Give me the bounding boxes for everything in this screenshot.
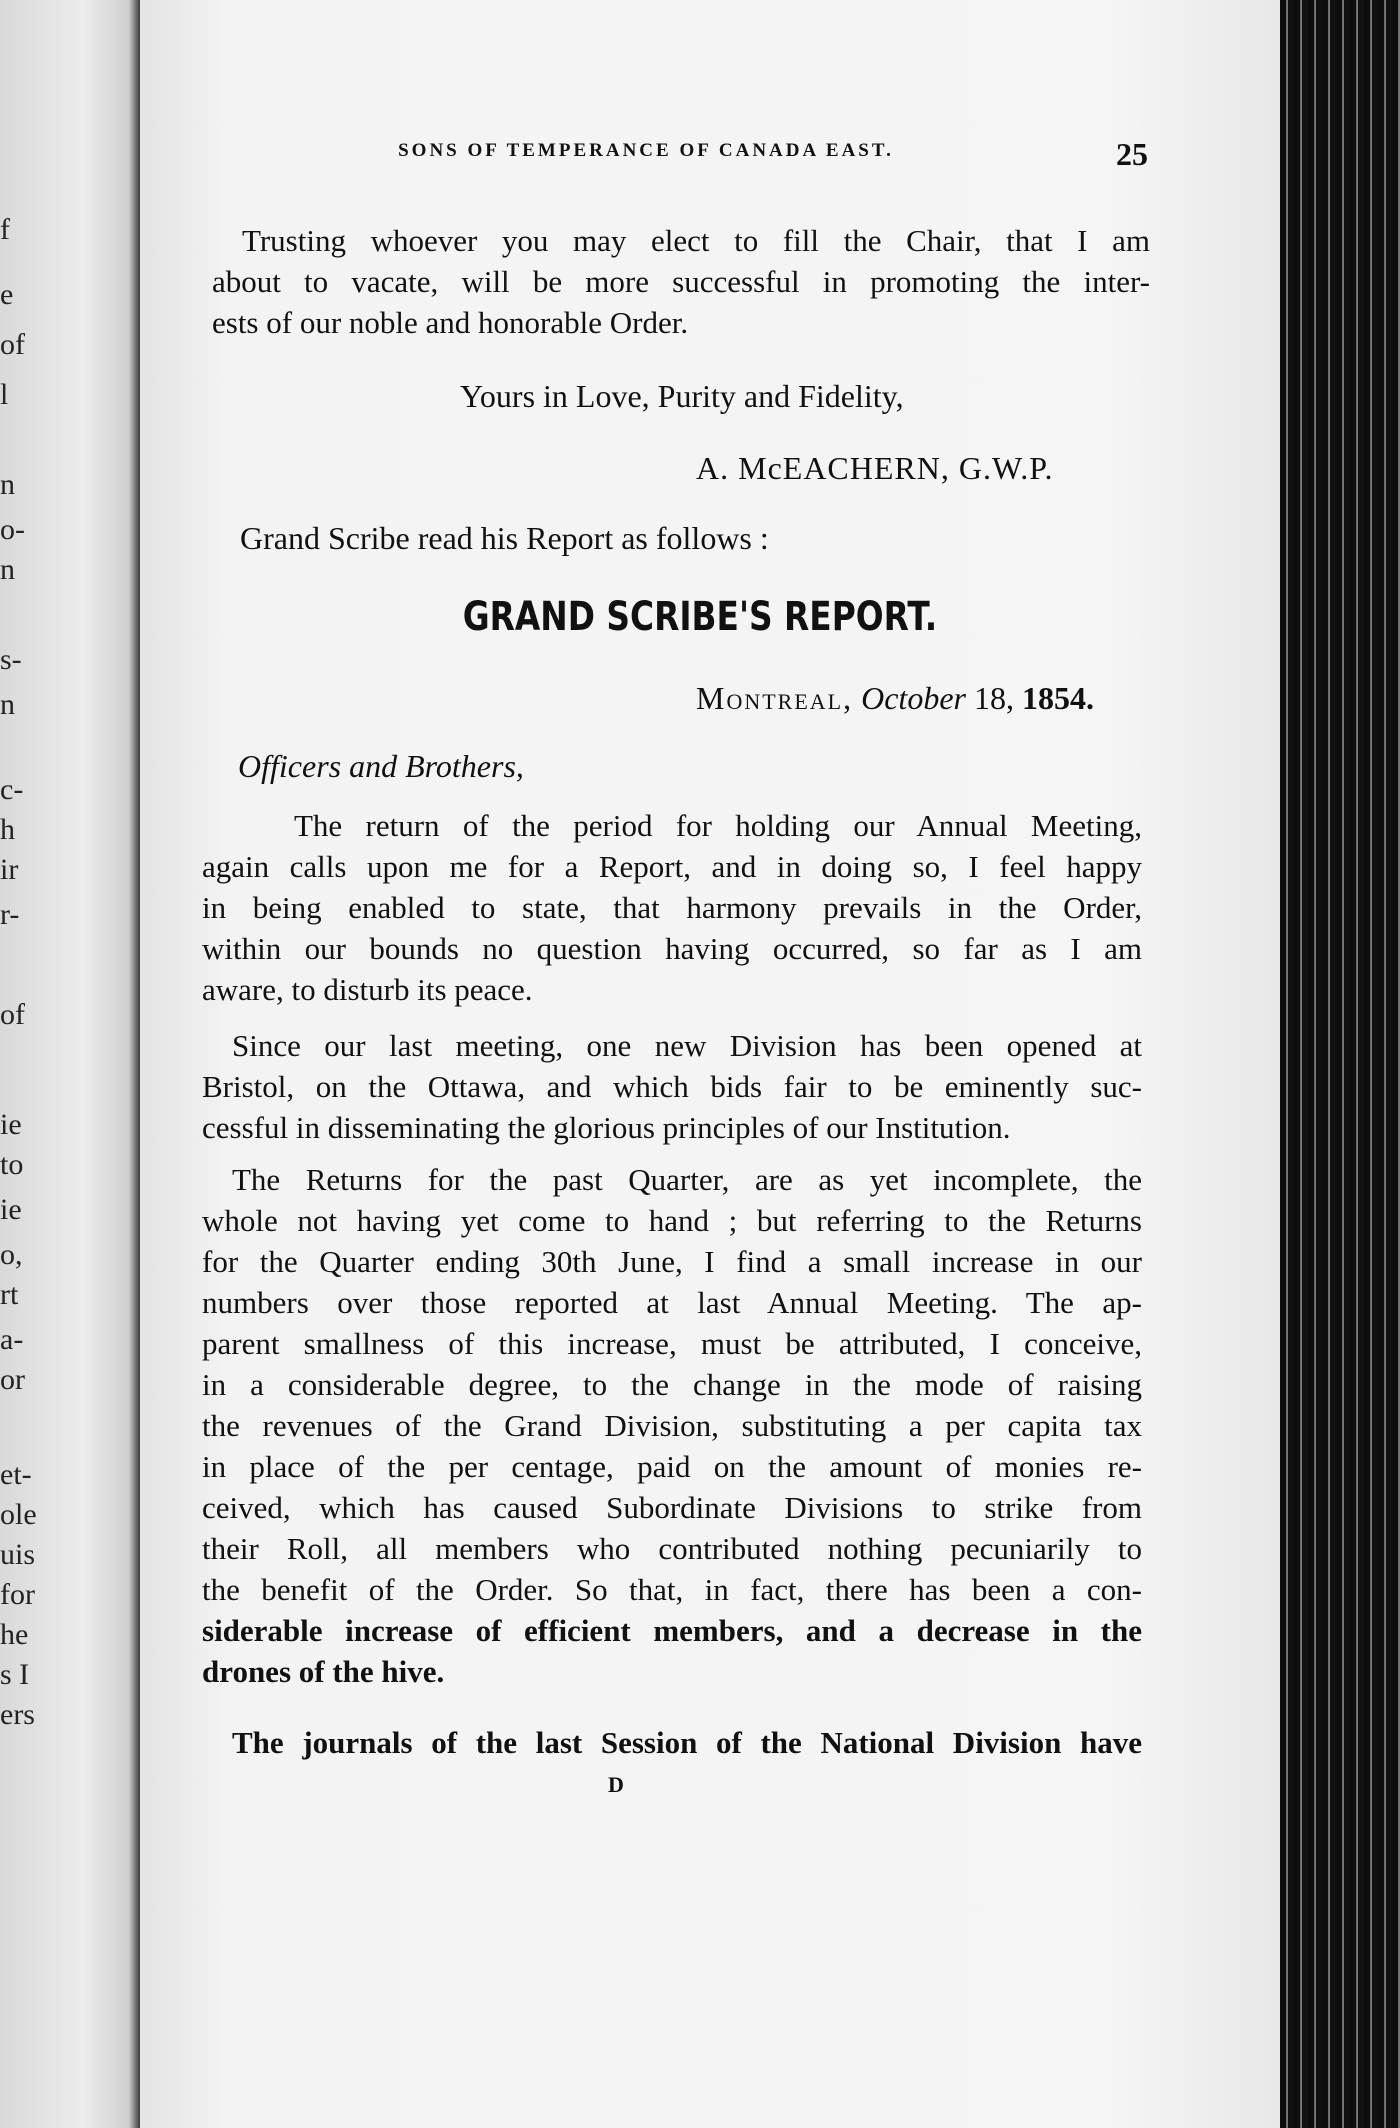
facing-page-fragment: he (0, 1618, 29, 1651)
text-line: their Roll, all members who contributed nothing pecuniarily to (202, 1531, 1142, 1566)
facing-page-fragment: of (0, 328, 25, 361)
text-line: aware, to disturb its peace. (202, 972, 533, 1007)
facing-page-fragment: a- (0, 1323, 24, 1356)
facing-page-fragment: ers (0, 1698, 35, 1731)
dateline-year: 1854. (1021, 680, 1094, 716)
text-line: drones of the hive. (202, 1654, 445, 1689)
facing-page-fragment: n (0, 468, 15, 501)
facing-page-fragment: c- (0, 773, 24, 806)
dateline-month: October (861, 680, 966, 716)
text-line: The Returns for the past Quarter, are as yet incomplete, the (232, 1162, 1142, 1197)
facing-page-fragment: e (0, 278, 14, 311)
text-line: parent smallness of this increase, must be attributed, I conceive, (202, 1326, 1142, 1361)
facing-page-fragment: ie (0, 1193, 22, 1226)
text-line: ests of our noble and honorable Order. (212, 305, 689, 340)
facing-page-fragment: of (0, 998, 25, 1031)
dateline-day: 18, (973, 680, 1014, 716)
facing-page-edge (0, 0, 140, 2128)
salutation: Officers and Brothers, (238, 748, 524, 784)
report-heading: GRAND SCRIBE'S REPORT. (462, 594, 938, 640)
dateline-city: Montreal, (696, 680, 854, 716)
running-head: SONS OF TEMPERANCE OF CANADA EAST. (398, 140, 894, 161)
text-line: siderable increase of efficient members, and a decrease in the (202, 1613, 1142, 1648)
facing-page-fragment: o- (0, 513, 25, 546)
text-line: numbers over those reported at last Annual Meeting. The ap- (202, 1285, 1142, 1320)
facing-page-fragment: or (0, 1363, 25, 1396)
report-paragraph-3 (202, 1159, 1142, 1692)
text-line: Since our last meeting, one new Division has been opened at (232, 1028, 1142, 1063)
letter-closing: Yours in Love, Purity and Fidelity, (460, 378, 904, 414)
page-number: 25 (1116, 136, 1148, 172)
facing-page-fragment: h (0, 813, 15, 846)
text-line: the benefit of the Order. So that, in fact, there has been a con- (202, 1572, 1142, 1607)
report-paragraph-1 (202, 805, 1142, 1010)
text-line: Bristol, on the Ottawa, and which bids fair to be eminently suc- (202, 1069, 1142, 1104)
report-paragraph-4 (202, 1722, 1142, 1763)
text-line: ceived, which has caused Subordinate Divisions to strike from (202, 1490, 1142, 1525)
text-line: whole not having yet come to hand ; but referring to the Returns (202, 1203, 1142, 1238)
text-line: again calls upon me for a Report, and in doing so, I feel happy (202, 849, 1142, 884)
facing-page-fragment: for (0, 1578, 35, 1611)
facing-page-fragment: to (0, 1148, 24, 1181)
text-line: in place of the per centage, paid on the amount of monies re- (202, 1449, 1142, 1484)
facing-page-fragment: s I (0, 1658, 30, 1691)
text-line: cessful in disseminating the glorious principles of our Institution. (202, 1110, 1011, 1145)
scribe-note: Grand Scribe read his Report as follows : (240, 520, 769, 556)
text-line: the revenues of the Grand Division, substituting a per capita tax (202, 1408, 1142, 1443)
report-dateline (696, 680, 1094, 717)
printer-signature-mark: D (608, 1772, 624, 1797)
book-fore-edge (1280, 0, 1400, 2128)
facing-page-fragment: ir (0, 853, 19, 886)
facing-page-fragment: uis (0, 1538, 36, 1571)
facing-page-fragment: ie (0, 1108, 22, 1141)
text-line: about to vacate, will be more successful in promoting the inter- (212, 264, 1150, 299)
text-line: Trusting whoever you may elect to fill the Chair, that I am (242, 223, 1150, 258)
facing-page-fragment: f (0, 213, 10, 246)
facing-page-fragment: n (0, 553, 15, 586)
text-line: within our bounds no question having occurred, so far as I am (202, 931, 1142, 966)
facing-page-fragment: rt (0, 1278, 19, 1311)
report-paragraph-2 (202, 1025, 1142, 1148)
facing-page-fragment: et- (0, 1458, 32, 1491)
text-line: The journals of the last Session of the National Division have (232, 1725, 1142, 1760)
facing-page-fragment: r- (0, 898, 20, 931)
text-line: in a considerable degree, to the change in the mode of raising (202, 1367, 1142, 1402)
letter-signature: A. McEACHERN, G.W.P. (696, 450, 1054, 486)
facing-page-fragment: s- (0, 643, 22, 676)
text-line: in being enabled to state, that harmony prevails in the Order, (202, 890, 1142, 925)
text-line: The return of the period for holding our Annual Meeting, (294, 808, 1142, 843)
intro-paragraph (212, 220, 1150, 343)
facing-page-fragment: n (0, 688, 15, 721)
facing-page-fragment: ole (0, 1498, 37, 1531)
facing-page-fragment: l (0, 378, 9, 411)
facing-page-fragment: o, (0, 1238, 23, 1271)
text-line: for the Quarter ending 30th June, I find a small increase in our (202, 1244, 1142, 1279)
